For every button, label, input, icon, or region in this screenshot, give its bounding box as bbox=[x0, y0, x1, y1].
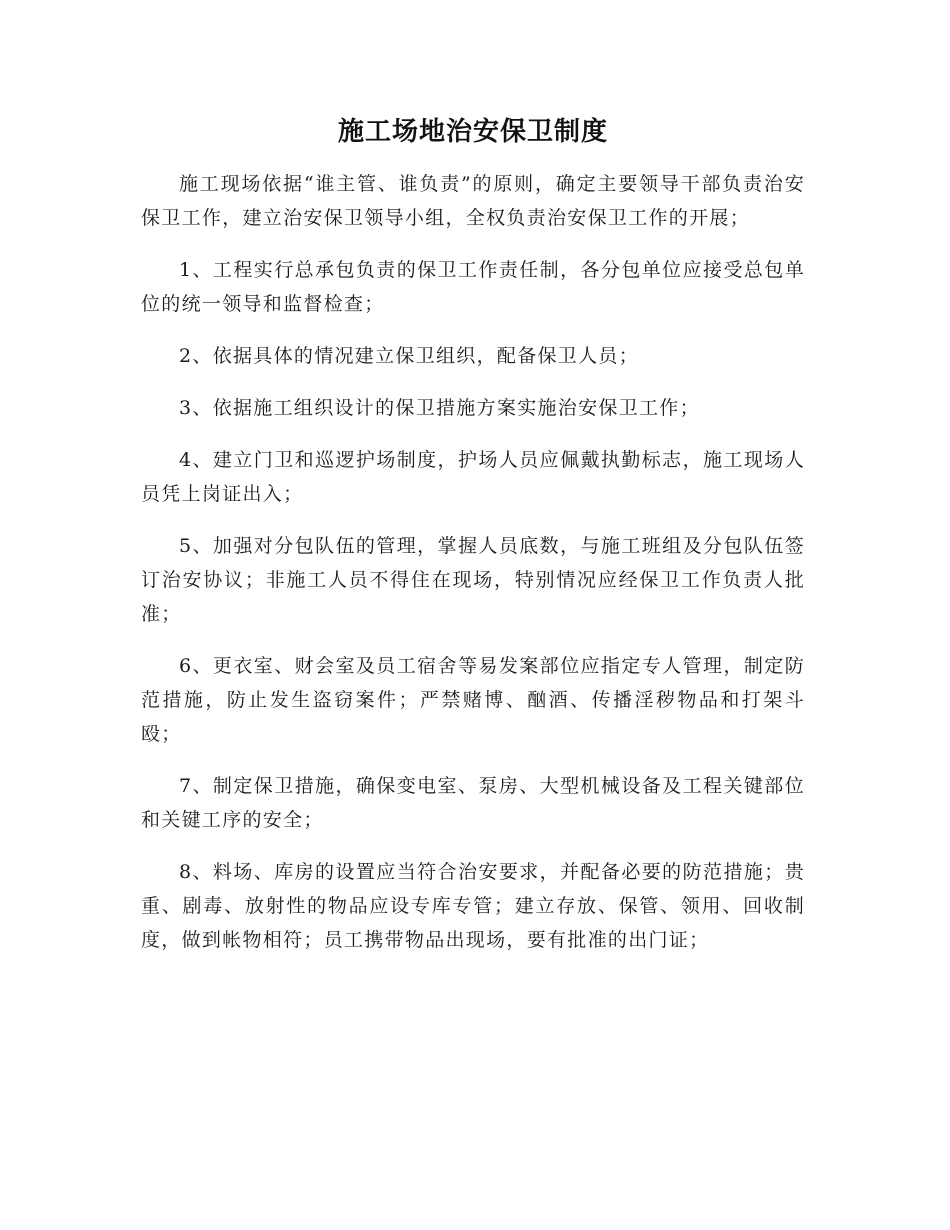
paragraph-intro: 施工现场依据“谁主管、谁负责”的原则，确定主要领导干部负责治安保卫工作，建立治安保卫领导小组，全权负责治安保卫工作的开展； bbox=[141, 173, 805, 229]
paragraph-item-8: 8、料场、库房的设置应当符合治安要求，并配备必要的防范措施；贵重、剧毒、放射性的物品应设专库专管；建立存放、保管、领用、回收制度，做到帐物相符；员工携带物品出现场，要有批准的出门证； bbox=[141, 861, 805, 951]
paragraph-item-6: 6、更衣室、财会室及员工宿舍等易发案部位应指定专人管理，制定防范措施，防止发生盗窃案件；严禁赌博、酗酒、传播淫秽物品和打架斗殴； bbox=[141, 655, 805, 745]
document-page bbox=[141, 110, 805, 975]
document-title: 施工场地治安保卫制度 bbox=[337, 117, 608, 147]
paragraph-item-2: 2、依据具体的情况建立保卫组织，配备保卫人员； bbox=[179, 345, 639, 367]
paragraph-item-7: 7、制定保卫措施，确保变电室、泵房、大型机械设备及工程关键部位和关键工序的安全； bbox=[141, 775, 805, 831]
paragraph-item-1: 1、工程实行总承包负责的保卫工作责任制，各分包单位应接受总包单位的统一领导和监督检查； bbox=[141, 259, 805, 315]
paragraph-item-4: 4、建立门卫和巡逻护场制度，护场人员应佩戴执勤标志，施工现场人员凭上岗证出入； bbox=[141, 449, 805, 505]
paragraph-item-5: 5、加强对分包队伍的管理，掌握人员底数，与施工班组及分包队伍签订治安协议；非施工人员不得住在现场，特别情况应经保卫工作负责人批准； bbox=[141, 535, 805, 625]
paragraph-item-3: 3、依据施工组织设计的保卫措施方案实施治安保卫工作； bbox=[179, 397, 700, 419]
